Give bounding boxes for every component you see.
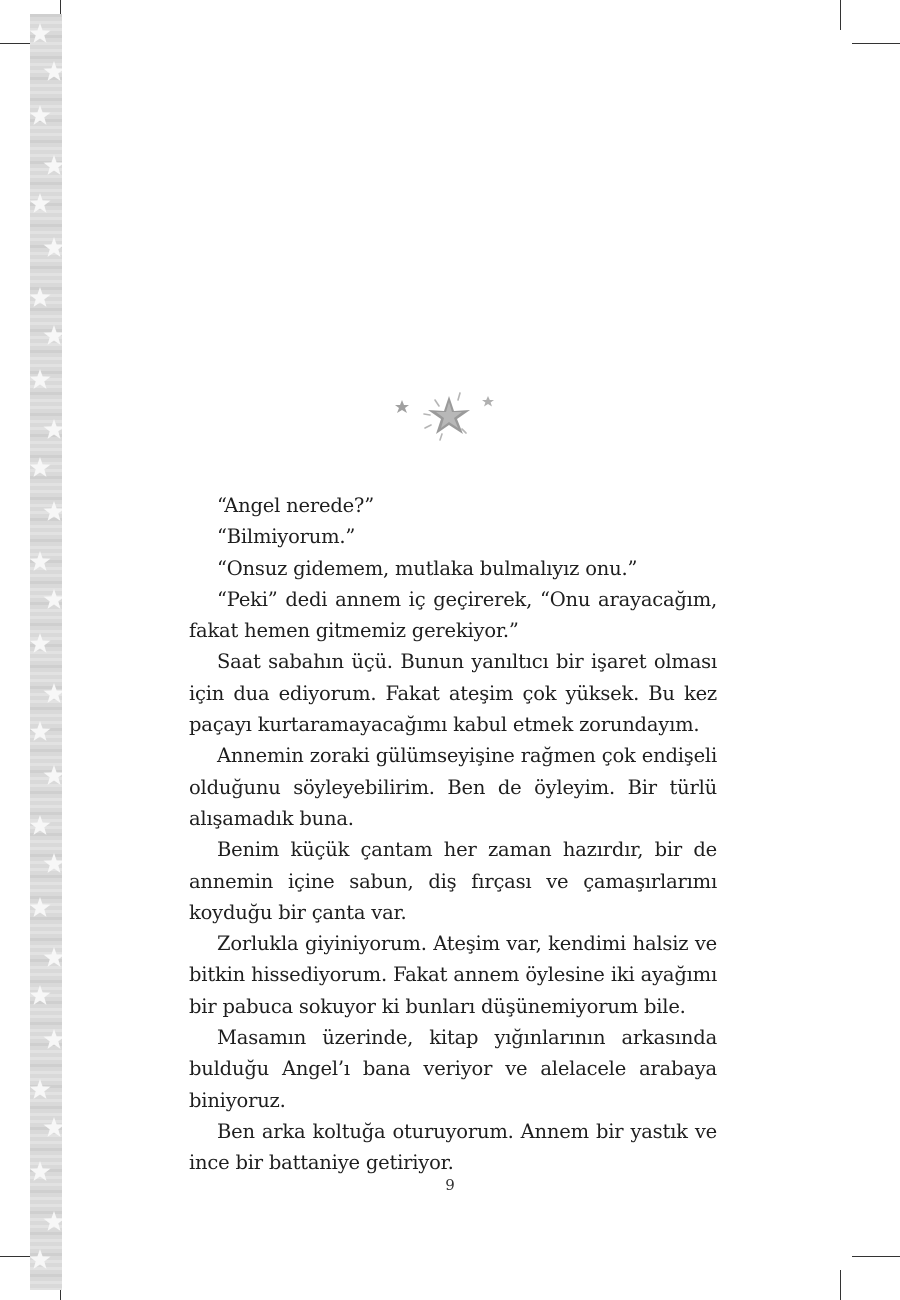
star-pattern-icon — [30, 14, 62, 1290]
book-text — [189, 490, 717, 1179]
strip-star-icon — [30, 1079, 51, 1099]
star-pattern-strip — [30, 14, 62, 1290]
strip-star-icon — [44, 155, 63, 175]
strip-star-icon — [30, 1249, 51, 1269]
strip-star-icon — [44, 683, 63, 703]
paragraph: “Peki” dedi annem iç geçirerek, “Onu arayacağım, fakat hemen gitmemiz gerekiyor.” — [189, 587, 717, 643]
paragraph: Ben arka koltuğa oturuyorum. Annem bir yastık ve ince bir battaniye getiriyor. — [189, 1119, 717, 1175]
strip-star-icon — [30, 193, 51, 213]
crop-mark-bottom-right-v — [840, 1270, 841, 1300]
crop-mark-top-right-h — [852, 43, 900, 44]
strip-star-icon — [30, 815, 51, 835]
page-number: 9 — [445, 1176, 455, 1194]
paragraph: Annemin zoraki gülümseyişine rağmen çok endişeli olduğunu söyleyebilirim. Ben de öyleyim. Bir türlü alışamadık buna. — [189, 744, 717, 830]
strip-star-icon — [30, 897, 51, 917]
paragraph: Saat sabahın üçü. Bunun yanıltıcı bir işaret olması için dua ediyorum. Fakat ateşim çok yüksek. Bu kez paçayı kurtaramayacağımı kabul etmek zorundayım. — [189, 650, 717, 737]
paragraph: Benim küçük çantam her zaman hazırdır, bir de annemin içine sabun, diş fırçası ve çamaşırlarımı koyduğu bir çanta var. — [189, 838, 717, 924]
strip-star-icon — [44, 589, 63, 609]
strip-star-icon — [44, 501, 63, 521]
paragraph: “Bilmiyorum.” — [217, 525, 356, 549]
strip-star-icon — [44, 947, 63, 967]
strip-star-icon — [30, 457, 51, 477]
paragraph: Masamın üzerinde, kitap yığınlarının arkasında bulduğu Angel’ı bana veriyor ve alelacele arabaya biniyoruz. — [189, 1026, 717, 1112]
strip-star-icon — [44, 325, 63, 345]
paragraph: “Onsuz gidemem, mutlaka bulmalıyız onu.” — [217, 556, 638, 580]
strip-star-icon — [44, 765, 63, 785]
strip-star-icon — [30, 23, 51, 43]
star-cluster-icon — [392, 388, 502, 448]
strip-star-icon — [30, 633, 51, 653]
paragraph: Zorlukla giyiniyorum. Ateşim var, kendimi halsiz ve bitkin hissediyorum. Fakat annem öylesine iki ayağımı bir pabuca sokuyor ki bunları düşünemiyorum bile. — [189, 932, 717, 1018]
crop-mark-bottom-right-h — [852, 1256, 900, 1257]
paragraph: “Angel nerede?” — [217, 494, 374, 517]
strip-star-icon — [44, 1117, 63, 1137]
crop-mark-top-right-v — [840, 0, 841, 30]
